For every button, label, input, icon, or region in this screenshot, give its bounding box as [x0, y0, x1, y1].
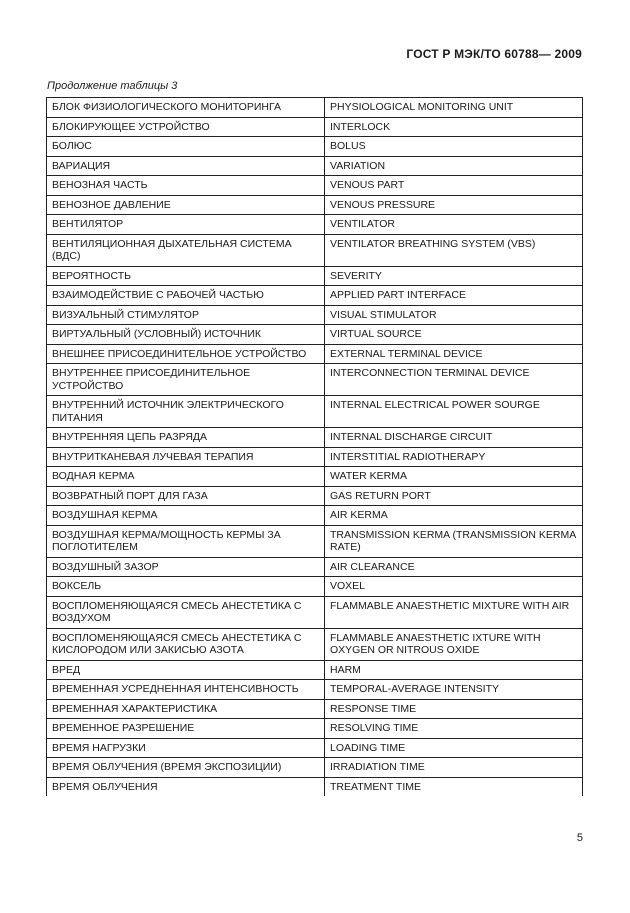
term-russian: ВРЕМЯ ОБЛУЧЕНИЯ	[47, 777, 325, 796]
term-russian: ВРЕМЕННАЯ УСРЕДНЕННАЯ ИНТЕНСИВНОСТЬ	[47, 680, 325, 700]
term-russian: ВОСПЛОМЕНЯЮЩАЯСЯ СМЕСЬ АНЕСТЕТИКА С КИСЛОРОДОМ ИЛИ ЗАКИСЬЮ АЗОТА	[47, 628, 325, 660]
term-russian: ВРЕМЯ НАГРУЗКИ	[47, 738, 325, 758]
term-english: RESPONSE TIME	[325, 699, 583, 719]
term-english: PHYSIOLOGICAL MONITORING UNIT	[325, 98, 583, 118]
document-header: ГОСТ Р МЭК/ТО 60788— 2009	[406, 47, 582, 61]
table-row	[47, 738, 583, 758]
term-russian: ВЕНОЗНОЕ ДАВЛЕНИЕ	[47, 195, 325, 215]
table-row	[47, 719, 583, 739]
term-english: FLAMMABLE ANAESTHETIC MIXTURE WITH AIR	[325, 596, 583, 628]
term-english: VENTILATOR	[325, 215, 583, 235]
term-russian: ВИЗУАЛЬНЫЙ СТИМУЛЯТОР	[47, 305, 325, 325]
table-row	[47, 660, 583, 680]
term-english: INTERNAL ELECTRICAL POWER SOURGE	[325, 396, 583, 428]
term-english: TEMPORAL-AVERAGE INTENSITY	[325, 680, 583, 700]
table-row	[47, 137, 583, 157]
term-english: IRRADIATION TIME	[325, 758, 583, 778]
term-english: SEVERITY	[325, 266, 583, 286]
table-row	[47, 486, 583, 506]
term-russian: ВРЕМЕННАЯ ХАРАКТЕРИСТИКА	[47, 699, 325, 719]
term-english: BOLUS	[325, 137, 583, 157]
table-row	[47, 467, 583, 487]
term-english: AIR KERMA	[325, 506, 583, 526]
term-russian: ВОКСЕЛЬ	[47, 577, 325, 597]
table-row	[47, 699, 583, 719]
term-russian: ВНУТРЕННЯЯ ЦЕПЬ РАЗРЯДА	[47, 428, 325, 448]
table-row	[47, 266, 583, 286]
term-english: AIR CLEARANCE	[325, 557, 583, 577]
term-russian: ВНЕШНЕЕ ПРИСОЕДИНИТЕЛЬНОЕ УСТРОЙСТВО	[47, 344, 325, 364]
term-english: VENTILATOR BREATHING SYSTEM (VBS)	[325, 234, 583, 266]
term-english: TREATMENT TIME	[325, 777, 583, 796]
table-row	[47, 325, 583, 345]
table-row	[47, 364, 583, 396]
term-russian: ВРЕД	[47, 660, 325, 680]
term-english: WATER KERMA	[325, 467, 583, 487]
table-row	[47, 156, 583, 176]
term-english: INTERNAL DISCHARGE CIRCUIT	[325, 428, 583, 448]
term-english: INTERCONNECTION TERMINAL DEVICE	[325, 364, 583, 396]
table-row	[47, 428, 583, 448]
term-russian: ВОЗДУШНЫЙ ЗАЗОР	[47, 557, 325, 577]
term-russian: БЛОКИРУЮЩЕЕ УСТРОЙСТВО	[47, 117, 325, 137]
table-row	[47, 117, 583, 137]
table-row	[47, 176, 583, 196]
term-russian: ВЕНОЗНАЯ ЧАСТЬ	[47, 176, 325, 196]
table-row	[47, 447, 583, 467]
term-russian: ВЕНТИЛЯТОР	[47, 215, 325, 235]
term-russian: ВРЕМЯ ОБЛУЧЕНИЯ (ВРЕМЯ ЭКСПОЗИЦИИ)	[47, 758, 325, 778]
term-english: VENOUS PART	[325, 176, 583, 196]
table-row	[47, 596, 583, 628]
term-english: GAS RETURN PORT	[325, 486, 583, 506]
table-row	[47, 215, 583, 235]
term-english: TRANSMISSION KERMA (TRANSMISSION KERMA RATE)	[325, 525, 583, 557]
term-english: VARIATION	[325, 156, 583, 176]
term-russian: ВИРТУАЛЬНЫЙ (УСЛОВНЫЙ) ИСТОЧНИК	[47, 325, 325, 345]
term-russian: ВЕНТИЛЯЦИОННАЯ ДЫХАТЕЛЬНАЯ СИСТЕМА (ВДС)	[47, 234, 325, 266]
table-caption: Продолжение таблицы 3	[47, 80, 178, 92]
term-english: EXTERNAL TERMINAL DEVICE	[325, 344, 583, 364]
term-russian: БОЛЮС	[47, 137, 325, 157]
term-russian: ВОЗДУШНАЯ КЕРМА	[47, 506, 325, 526]
table-row	[47, 344, 583, 364]
terms-table-body	[47, 98, 583, 797]
term-english: HARM	[325, 660, 583, 680]
term-russian: ВЗАИМОДЕЙСТВИЕ С РАБОЧЕЙ ЧАСТЬЮ	[47, 286, 325, 306]
term-russian: ВОДНАЯ КЕРМА	[47, 467, 325, 487]
table-row	[47, 234, 583, 266]
table-row	[47, 506, 583, 526]
terms-table	[46, 97, 583, 796]
term-english: VIRTUAL SOURCE	[325, 325, 583, 345]
table-row	[47, 628, 583, 660]
table-row	[47, 557, 583, 577]
term-russian: БЛОК ФИЗИОЛОГИЧЕСКОГО МОНИТОРИНГА	[47, 98, 325, 118]
term-russian: ВНУТРЕННЕЕ ПРИСОЕДИНИТЕЛЬНОЕ УСТРОЙСТВО	[47, 364, 325, 396]
table-row	[47, 195, 583, 215]
table-row	[47, 777, 583, 796]
table-row	[47, 680, 583, 700]
term-english: INTERSTITIAL RADIOTHERAPY	[325, 447, 583, 467]
term-russian: ВОЗВРАТНЫЙ ПОРТ ДЛЯ ГАЗА	[47, 486, 325, 506]
term-russian: ВНУТРЕННИЙ ИСТОЧНИК ЭЛЕКТРИЧЕСКОГО ПИТАНИЯ	[47, 396, 325, 428]
table-row	[47, 396, 583, 428]
term-english: VENOUS PRESSURE	[325, 195, 583, 215]
term-russian: ВЕРОЯТНОСТЬ	[47, 266, 325, 286]
term-english: APPLIED PART INTERFACE	[325, 286, 583, 306]
term-english: RESOLVING TIME	[325, 719, 583, 739]
term-russian: ВАРИАЦИЯ	[47, 156, 325, 176]
table-row	[47, 758, 583, 778]
page-number: 5	[576, 832, 583, 844]
term-russian: ВОСПЛОМЕНЯЮЩАЯСЯ СМЕСЬ АНЕСТЕТИКА С ВОЗДУХОМ	[47, 596, 325, 628]
table-row	[47, 525, 583, 557]
term-russian: ВРЕМЕННОЕ РАЗРЕШЕНИЕ	[47, 719, 325, 739]
term-russian: ВОЗДУШНАЯ КЕРМА/МОЩНОСТЬ КЕРМЫ ЗА ПОГЛОТИТЕЛЕМ	[47, 525, 325, 557]
term-english: VISUAL STIMULATOR	[325, 305, 583, 325]
table-row	[47, 577, 583, 597]
term-english: INTERLOCK	[325, 117, 583, 137]
term-english: LOADING TIME	[325, 738, 583, 758]
term-english: VOXEL	[325, 577, 583, 597]
term-russian: ВНУТРИТКАНЕВАЯ ЛУЧЕВАЯ ТЕРАПИЯ	[47, 447, 325, 467]
table-row	[47, 98, 583, 118]
table-row	[47, 286, 583, 306]
table-row	[47, 305, 583, 325]
term-english: FLAMMABLE ANAESTHETIC IXTURE WITH OXYGEN OR NITROUS OXIDE	[325, 628, 583, 660]
